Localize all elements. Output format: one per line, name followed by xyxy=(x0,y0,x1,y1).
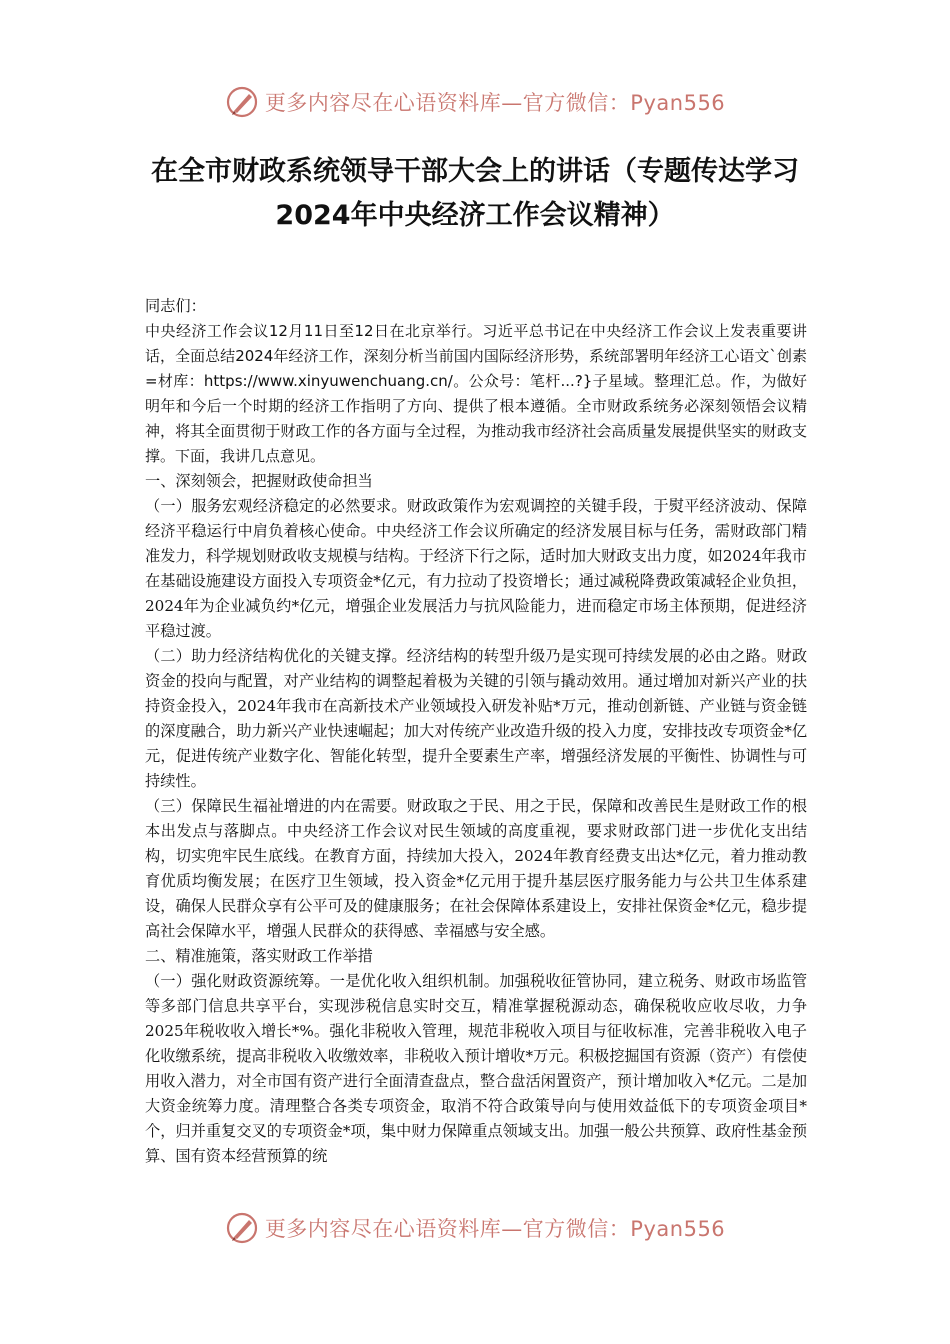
body-paragraph: （一）服务宏观经济稳定的必然要求。财政政策作为宏观调控的关键手段，于熨平经济波动、保障经济平稳运行中肩负着核心使命。中央经济工作会议所确定的经济发展目标与任务，需财政部门精准发力，科学规划财政收支规模与结构。于经济下行之际，适时加大财政支出力度，如2024年我市在基础设施建设方面投入专项资金*亿元，有力拉动了投资增长；通过减税降费政策减轻企业负担，2024年为企业减负约*亿元，增强企业发展活力与抗风险能力，进而稳定市场主体预期，促进经济平稳过渡。 xyxy=(145,497,807,640)
watermark-banner-bottom xyxy=(0,1208,950,1248)
section-heading: 一、深刻领会，把握财政使命担当 xyxy=(145,472,373,490)
pen-logo-icon xyxy=(225,1211,259,1245)
watermark-banner-top xyxy=(0,82,950,122)
watermark-text: 更多内容尽在心语资料库—官方微信：Pyan556 xyxy=(264,91,726,115)
salutation: 同志们： xyxy=(145,297,206,315)
section-heading: 二、精准施策，落实财政工作举措 xyxy=(145,947,373,965)
pen-logo-icon xyxy=(225,85,259,119)
body-paragraph: （三）保障民生福祉增进的内在需要。财政取之于民、用之于民，保障和改善民生是财政工作的根本出发点与落脚点。中央经济工作会议对民生领域的高度重视，要求财政部门进一步优化支出结构，切实兜牢民生底线。在教育方面，持续加大投入，2024年教育经费支出达*亿元，着力推动教育优质均衡发展；在医疗卫生领域，投入资金*亿元用于提升基层医疗服务能力与公共卫生体系建设，确保人民群众享有公平可及的健康服务；在社会保障体系建设上，安排社保资金*亿元，稳步提高社会保障水平，增强人民群众的获得感、幸福感与安全感。 xyxy=(145,797,807,940)
intro-paragraph: 中央经济工作会议12月11日至12日在北京举行。习近平总书记在中央经济工作会议上发表重要讲话，全面总结2024年经济工作，深刻分析当前国内国际经济形势，系统部署明年经济工心语文`创素=材库：https://www.xinyuwenchuang.cn/。公众号：笔杆...?}子星域。整理汇总。作，为做好明年和今后一个时期的经济工作指明了方向、提供了根本遵循。全市财政系统务必深刻领悟会议精神，将其全面贯彻于财政工作的各方面与全过程，为推动我市经济社会高质量发展提供坚实的财政支撑。下面，我讲几点意见。 xyxy=(145,322,807,465)
document-title: 在全市财政系统领导干部大会上的讲话（专题传达学习2024年中央经济工作会议精神） xyxy=(151,156,799,231)
body-paragraph: （二）助力经济结构优化的关键支撑。经济结构的转型升级乃是实现可持续发展的必由之路。财政资金的投向与配置，对产业结构的调整起着极为关键的引领与撬动效用。通过增加对新兴产业的扶持资金投入，2024年我市在高新技术产业领域投入研发补贴*万元，推动创新链、产业链与资金链的深度融合，助力新兴产业快速崛起；加大对传统产业改造升级的投入力度，安排技改专项资金*亿元，促进传统产业数字化、智能化转型，提升全要素生产率，增强经济发展的平衡性、协调性与可持续性。 xyxy=(145,647,807,790)
body-paragraph: （一）强化财政资源统筹。一是优化收入组织机制。加强税收征管协同，建立税务、财政市场监管等多部门信息共享平台，实现涉税信息实时交互，精准掌握税源动态，确保税收应收尽收，力争2025年税收收入增长*%。强化非税收入管理，规范非税收入项目与征收标准，完善非税收入电子化收缴系统，提高非税收入收缴效率，非税收入预计增收*万元。积极挖掘国有资源（资产）有偿使用收入潜力，对全市国有资产进行全面清查盘点，整合盘活闲置资产，预计增加收入*亿元。二是加大资金统筹力度。清理整合各类专项资金，取消不符合政策导向与使用效益低下的专项资金项目*个，归并重复交叉的专项资金*项，集中财力保障重点领域支出。加强一般公共预算、政府性基金预算、国有资本经营预算的统 xyxy=(145,972,807,1165)
document-body xyxy=(145,294,807,1169)
watermark-text: 更多内容尽在心语资料库—官方微信：Pyan556 xyxy=(264,1217,726,1241)
